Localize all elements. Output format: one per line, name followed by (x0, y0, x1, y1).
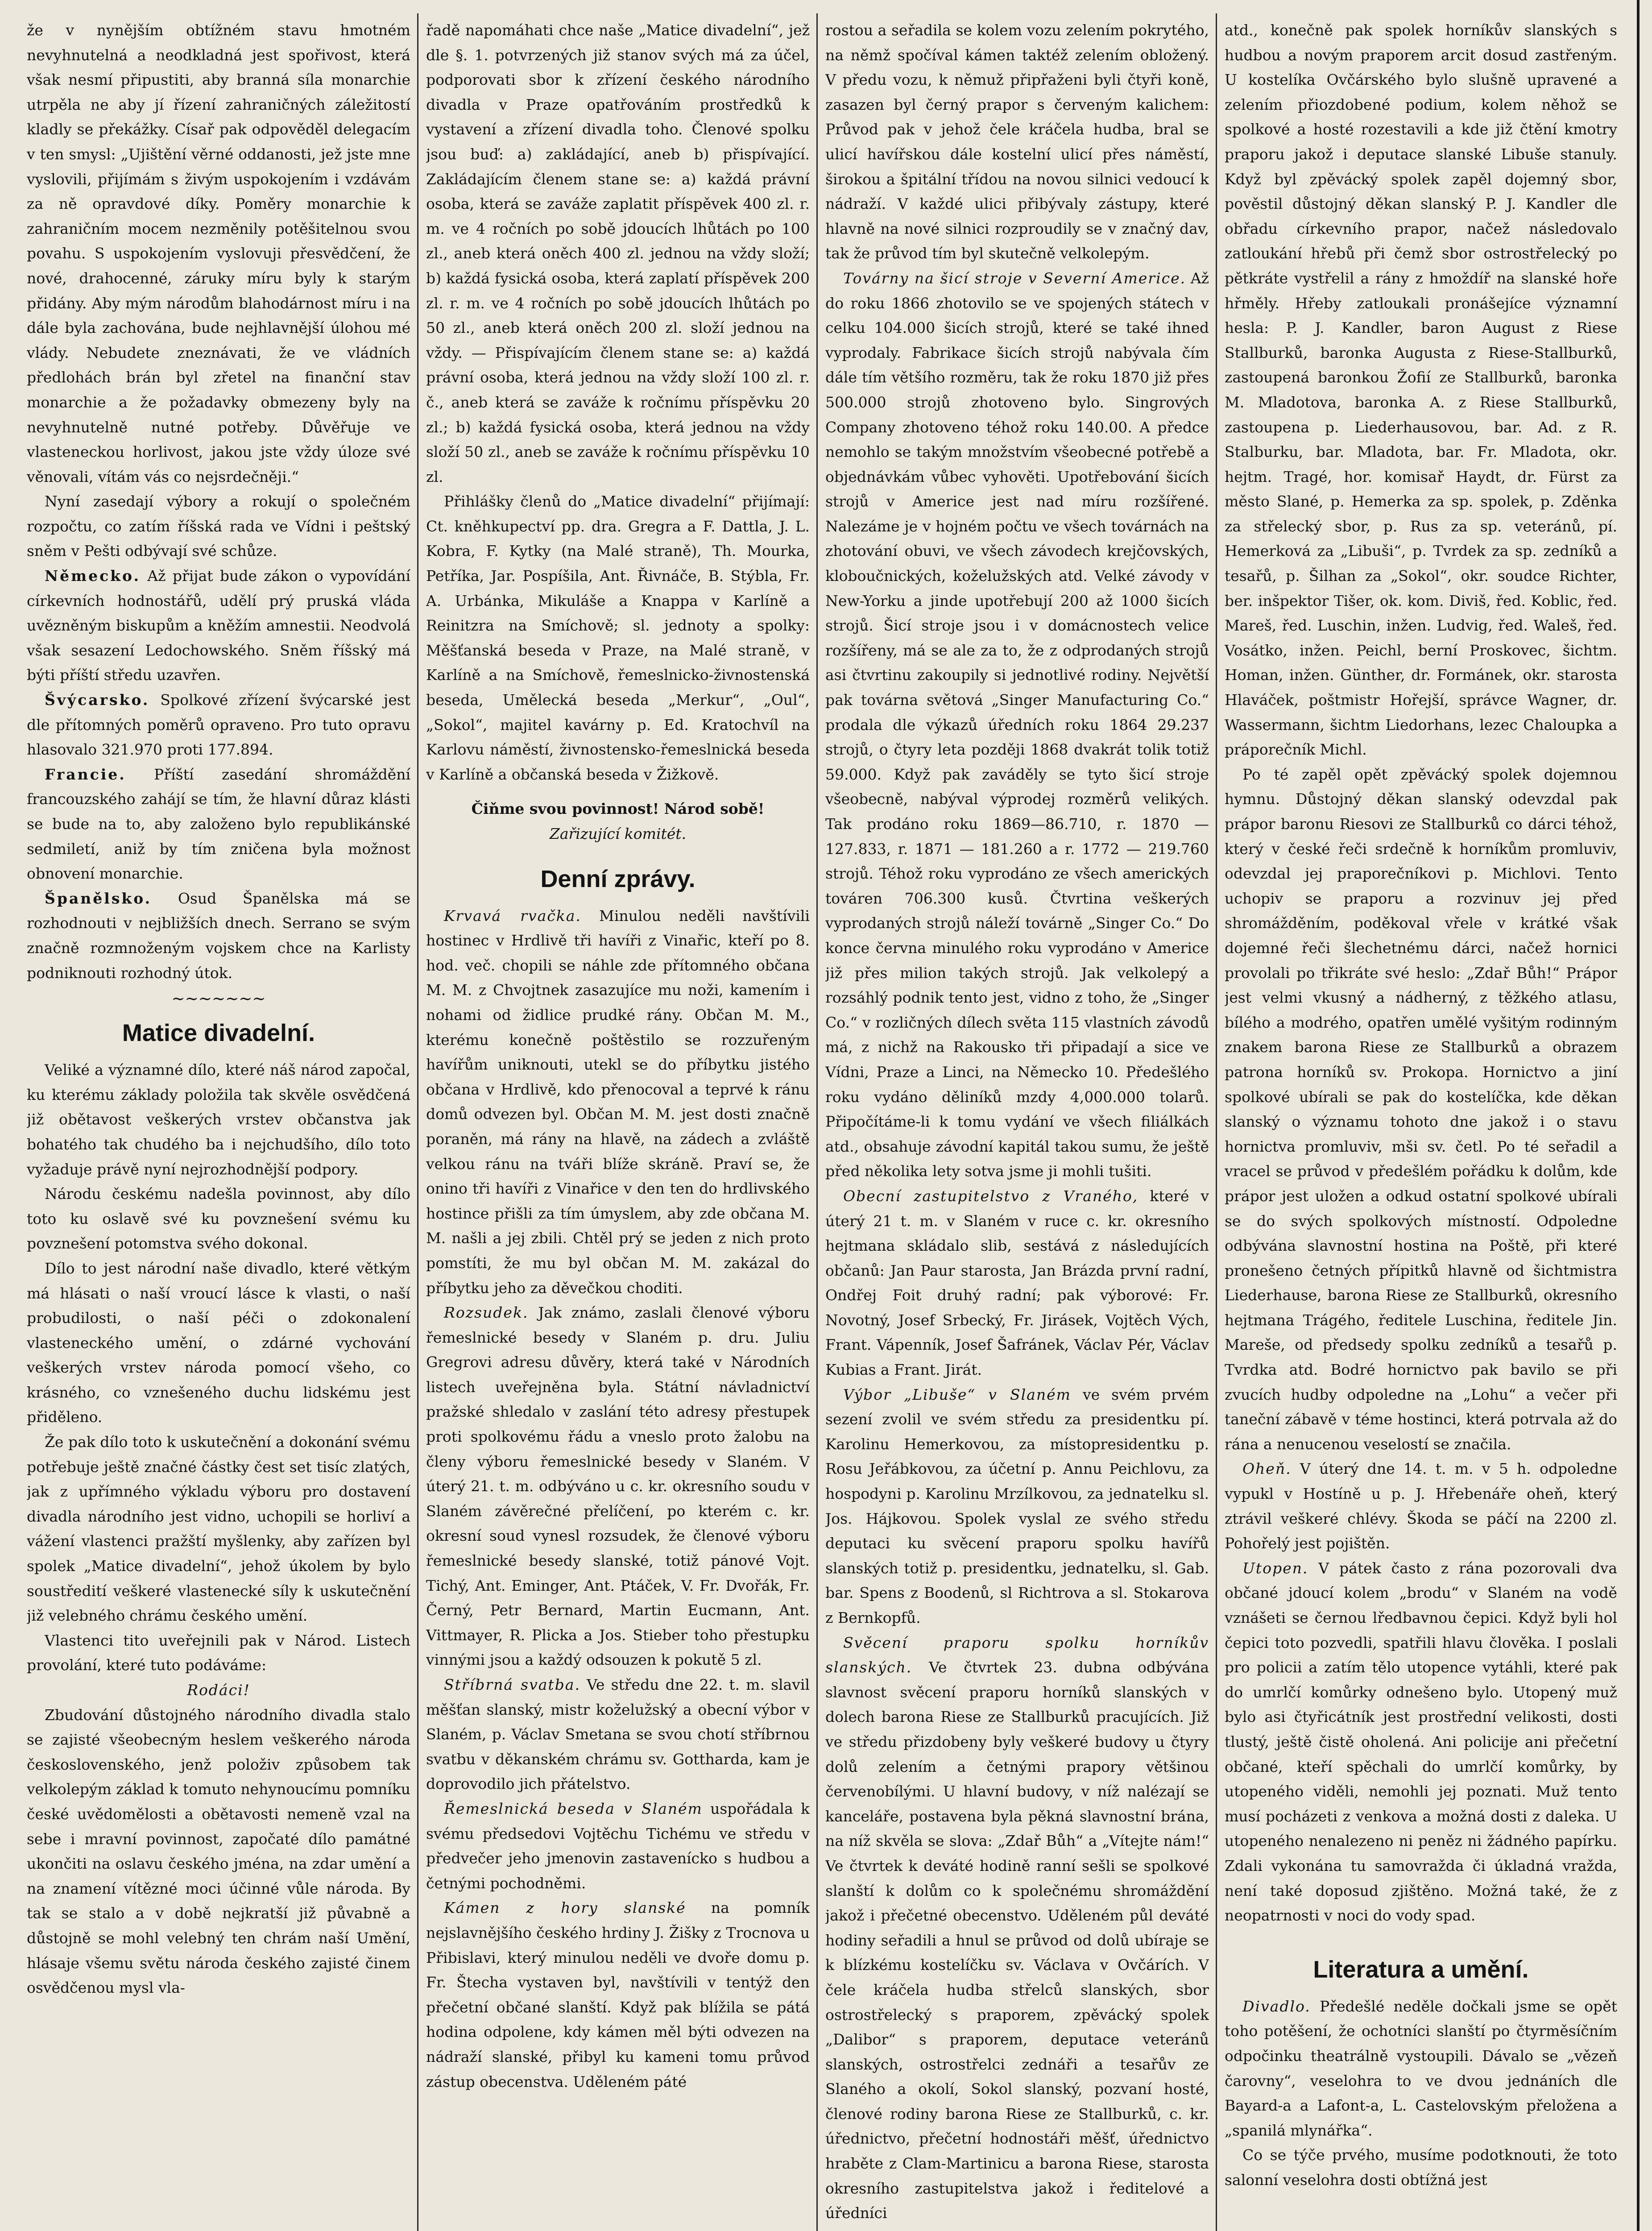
item-heading: Utopen. (1242, 1559, 1308, 1577)
paragraph: Vlastenci tito uveřejnili pak v Národ. Listech provolání, které tuto podáváme: (27, 1631, 410, 1674)
item-text: Spolkové zřízení švýcarské jest dle přítomných poměrů opraveno. Pro tuto opravu hlasovalo 321.970 proti 177.894. (27, 691, 410, 759)
signature: Zařizující komitét. (549, 825, 687, 842)
column-2 (426, 18, 810, 2231)
item-text: Jak známo, zaslali členové výboru řemeslnické besedy v Slaném p. dru. Juliu Gregrovi adresu důvěry, která také v Národních listech uveřejněna byla. Státní návladnictví pražské shledalo v zaslání této adresy přestupek proti spolkovému řádu a vneslo proto žalobu na členy výboru řemeslnické besedy v Slaném. V úterý 21. t. m. odbýváno u c. kr. okresního soudu v Slaném závěrečné přelíčení, po kterém c. kr. okresní soud vynesl rozsudek, že členové výboru řemeslnické besedy slanské, totiž pánové Vojt. Tichý, Ant. Eminger, Ant. Ptáček, V. Fr. Dvořák, Fr. Černý, Petr Bernard, Martin Eucmann, Ant. Vittmayer, R. Plicka a Jos. Stieber toho přestupku vinnými jsou a každý odsouzen k pokutě 5 zl. (426, 1304, 810, 1669)
item-heading: Oheň. (1242, 1460, 1292, 1478)
column-rule (816, 13, 818, 2231)
news-item (426, 904, 810, 1301)
news-item (1225, 1456, 1617, 1555)
item-text: které v úterý 21 t. m. v Slaném v ruce c. kr. okresního hejtmana skládalo slib, sestává z následujících občanů: Jan Paur starosta, Jan Brázda první radní, Ondřej Foit druhý radní; pak výborové: Fr. Novotný, Josef Srbecký, Fr. Jirásek, Vojtěch Vých, Frant. Vápenník, Josef Šafránek, Václav Pér, Václav Kubias a Frant. Jirát. (825, 1187, 1209, 1379)
address-heading: Rodáci! (187, 1681, 250, 1699)
news-item (27, 564, 410, 688)
paragraph: Dílo to jest národní naše divadlo, které větkým má hlásati o naší vroucí lásce k vlasti, o naší probudilosti, o naší péči o zdokonalení vlasteneckého umění, o zdárné vychování veškerých vrstev národa pomocí všeho, co krásného, co vznešeného duchu lidskému jest přiděleno. (27, 1259, 410, 1426)
column-rule (1216, 13, 1217, 2231)
news-item (27, 886, 410, 985)
paragraph: že v nynějším obtížném stavu hmotném nevyhnutelná a neodkladná jest spořivost, která však nesmí připustiti, aby branná síla monarchie utrpěla ne aby jí řízení zahraničných záležitostí kladly se překážky. Císař pak odpověděl delegacím v ten smysl: „Ujištění věrné oddanosti, jež jste mne vyslovili, přijímám s živým uspokojením i vzdávám za ně opravdové díky. Poměry monarchie k zahraničním mocem nezměnily potěšitelnou svou povahu. S uspokojením vyslovuji přesvědčení, že nové, drahocenné, záruky míru byly k starým přidány. Aby mým národům blahodárnost míru i na dále byla zachována, bude nejhlavnější úlohou mé vlády. Nebudete zneznávati, že ve vládních předlohách brán byl zřetel na finanční stav monarchie a že požadavky obmezeny byly na nevyhnutelně nutné potřeby. Důvěřuje ve vlasteneckou horlivost, jakou jste vždy úloze své věnovali, vítám vás co nejsrdečněji.“ (27, 21, 410, 485)
item-heading: Divadlo. (1242, 1997, 1311, 2015)
column-4 (1225, 18, 1617, 2231)
item-text: V pátek často z rána pozorovali dva občané jdoucí kolem „brodu“ v Slaném na vodě vznášeti se černou lředbavnou čepici. Když byli hol čepici toto pozvedli, spatřili hlavu člověka. I poslali pro policii a zatím tělo utopence vytáhli, které pak do umrlčí komůrky odnešeno bylo. Utopený muž bylo asi čtyřicátník jest prostřední velikosti, dosti tlustý, ještě čistě oholená. Ani policije ani přečetní občané, kteří spěchali do umrlčí komůrky, by utopeného viděli, nemohli jej poznati. Muž tento musí pocházeti z venkova a možná dosti z daleka. U utopeného nenalezeno ni peněz ni žádného papírku. Zdali vykonána tu samovražda či úkladná vražda, není také doposud zjištěno. Možná také, že z neopatrnosti v noci do vody spad. (1225, 1559, 1617, 1924)
news-item (825, 1184, 1209, 1382)
paragraph: Přihlášky členů do „Matice divadelní“ přijímají: Ct. kněhkupectví pp. dra. Gregra a F. Dattla, J. L. Kobra, F. Kytky (na Malé straně), Th. Mourka, Petříka, Jar. Pospíšila, Ant. Řivnáče, B. Stýbla, Fr. A. Urbánka, Mikuláše a Knappa v Karlíně a Reinitzra na Smíchově; sl. jednoty a spolky: Měšťanská beseda v Praze, na Malé straně, v Karlíně a na Smíchově, řemeslnicko-živnostenská beseda, Umělecká beseda „Merkur“, „Oul“, „Sokol“, majitel kavárny p. Ed. Kratochvíl na Karlovu náměstí, živnostensko-řemeslnická beseda v Karlíně a občanská beseda v Žižkově. (426, 493, 810, 783)
paragraph: řadě napomáhati chce naše „Matice divadelní“, jež dle §. 1. potvrzených již stanov svých má za účel, podporovati sbor k zřízení českého národního divadla v Praze opatřováním prostředků k vystavení a zřízení divadla toho. Členové spolku jsou buď: a) zakládající, aneb b) přispívající. Zakládajícím členem stane se: a) každá právní osoba, která se zaváže zaplatit příspěvek 400 zl. r. m. ve 4 ročních po sobě jdoucích lhůtách po 100 zl., aneb která oněch 400 zl. jednou na vždy složí; b) každá fysická osoba, která zaplatí příspěvek 200 zl. r. m. ve 4 ročních po sobě jdoucích lhůtách po 50 zl., aneb která oněch 200 zl. složí jednou na vždy. — Přispívajícím členem stane se: a) každá právní osoba, která jednou na vždy složí 100 zl. r. č., aneb která se zaváže k ročnímu příspěvku 20 zl.; b) každá fysická osoba, která jednou na vždy složí 50 zl., aneb se zaváže k ročnímu příspěvku 10 zl. (426, 21, 810, 485)
item-heading: Kámen z hory slanské (444, 1899, 686, 1917)
item-text: Až do roku 1866 zhotovilo se ve spojených státech v celku 104.000 šicích strojů, které se také ihned vyprodaly. Fabrikace šicích strojů nabývala čím dále tím většího rozměru, tak že roku 1870 již přes 500.000 strojů zhotoveno bylo. Singrových Company zhotoveno téhož roku 140.00. A předce nemohlo se takým množstvím všeobecné potřebě a objednávkám vůbec vyhověti. Upotřebování šicích strojů v Americe jest nad míru rozšířené. Nalezáme je v hojném počtu ve všech továrnách na zhotování obuvi, ve všech závodech krejčovských, kloboučnických, koželužských atd. Velké závody v New-Yorku a jinde upotřebují 200 až 1000 šicích strojů. Šicí stroje jsou i v domácnostech velice rozšířeny, má se ale za to, že z odprodaných strojů asi čtvrtinu zakoupily si jednotlivé rodiny. Největší pak továrna světová „Singer Manufacturing Co.“ prodala dle výkazů úředních roku 1864 29.237 strojů, o čtyry leta později 1868 dvakrát tolik totiž 59.000. Když pak zaváděly se tyto šicí stroje všeobecně, nabýval výprodej rozměrů velikých. Tak prodáno roku 1869—86.710, r. 1870 — 127.833, r. 1871 — 181.260 a r. 1772 — 219.760 strojů. Téhož roku vyprodáno ze všech amerických továren 706.300 kusů. Čtvrtina veškerých vyprodaných strojů náleží továrně „Singer Co.“ Do konce června minulého roku vyprodáno v Americe již přes milion takých strojů. Jak velkolepý a rozsáhlý podnik tento jest, vidno z toho, že „Singer Co.“ v rozličných dílech světa 115 vlastních závodů má, z nichž na Rakousko tři připadají a sice ve Vídni, Praze a Linci, na Německo 10. Předešlého roku vydáno děliníků mzdy 4,000.000 tolarů. Připočítáme-li k tomu vydání ve všech filiálkách atd., obsahuje závodní kapitál takou sumu, že ještě před několika lety sotva jsme ji mohli tušiti. (825, 269, 1209, 1180)
item-heading: Svěcení praporu spolku horníkův slanských. (825, 1634, 1209, 1676)
news-item (1225, 1994, 1617, 2143)
paragraph: Co se týče prvého, musíme podotknouti, že toto salonní veselohra dosti obtížná jest (1225, 2146, 1617, 2189)
item-heading: Obecní zastupitelstvo z Vraného, (843, 1187, 1139, 1205)
column-3 (825, 18, 1209, 2231)
item-text: ve svém prvém sezení zvolil ve svém středu za presidentku pí. Karolinu Hemerkovou, za místopresidentku p. Rosu Jeřábkovou, za účetní p. Annu Peichlovu, za hospodyni p. Karolinu Mrzílkovou, za jednatelku sl. Jos. Hájkovou. Spolek vyslal ze svého středu deputaci ku svěcení praporu spolku havířů slanských totiž p. presidentku, jednatelku, sl. Gab. bar. Spens z Boodenů, sl Richtrova a sl. Stokarova z Bernkopfů. (825, 1385, 1209, 1626)
ornament-divider: ~~~~~~~ (171, 990, 266, 1008)
item-text: na pomník nejslavnějšího českého hrdiny J. Žišky z Trocnova u Přibislavi, který minulou neděli ve dvoře domu p. Fr. Štecha vystaven byl, navštívili v tentýž den přečetní občané slanští. Když pak blížila se pátá hodina odpolene, kdy kámen měl býti odvezen na nádraží slanské, přibyl ku kameni tomu průvod zástup obecenstva. Uděleném páté (426, 1899, 810, 2090)
paragraph: Nyní zasedají výbory a rokují o společném rozpočtu, co zatím říšská rada ve Vídni i peštský sněm v Pešti odbývají své schůze. (27, 493, 410, 560)
item-heading: Rozsudek. (444, 1304, 529, 1322)
paragraph: atd., konečně pak spolek horníkův slanských s hudbou a novým praporem arcit dosud zastřeným. U kostelíka Ovčárského bylo slušně upravené a zelením přiozdobené podium, kolem něhož se spolkové a hosté rozestavili a kde již čtění kmotry praporu jakož i deputace slanské Libuše stanuly. Když byl zpěvácký spolek zapěl dojemný sbor, pověstil důstojný děkan slanský P. J. Kandler dle obřadu církevního prapor, načež následovalo zatloukání hřebů při čemž sbor ostrostřelecký po pětkráte vystřelil a rány z hmoždíř na slanské hoře hřměly. Hřeby zatloukali pronášejíce významní hesla: P. J. Kandler, baron August z Riese Stallburků, baronka Augusta z Riese-Stallburků, zastoupená baronkou Žofií ze Stallburků, baronka M. Mladotova, baronka A. z Riese Stallburků, zastoupena p. Liederhausovou, bar. Ad. z R. Stalburku, bar. Mladota, bar. Fr. Mladota, okr. hejtm. Tragé, hor. komisař Haydt, dr. Fürst za město Slané, p. Hemerka za sp. spolek, p. Zděnka za střelecký sbor, p. Rus za sp. veteránů, pí. Hemerková za „Libuši“, p. Tvrdek za sp. zedníků a tesařů, p. Šilhan za „Sokol“, okr. soudce Richter, ber. inšpektor Tišer, ok. kom. Diviš, řed. Koblic, řed. Mareš, řed. Luschin, inžen. Ludvig, řed. Waleš, řed. Vosátko, inžen. Peichl, berní Proskovec, šichtm. Homan, inžen. Günther, dr. Formánek, okr. starosta Hlaváček, poštmistr Hořejší, správce Wagner, dr. Wassermann, šichtm Liedorhans, lezec Chaloupka a práporečník Michl. (1225, 21, 1617, 759)
item-heading: Německo. (45, 567, 141, 585)
paragraph: Zbudování důstojného národního divadla stalo se zajisté všeobecným heslem veškerého národa československého, jenž položiv způsobem tak velkolepým základ k tomuto nehynoucímu pomníku české uvědomělosti a obětavosti nemeně vzal na sebe i mravní povinnost, započaté dílo památné ukončiti na oslavu českého jména, na zdar umění a na znamení vítězné moci účinné vůle národa. By tak se stalo a v době nejkratší již půvabně a důstojně se mohl velebný ten chrám naší Umění, hlásaje všemu světu národa českého zajisté činem osvědčenou mysl vla- (27, 1706, 410, 1997)
news-item (27, 688, 410, 762)
section-heading: Denní zprávy. (540, 865, 696, 892)
news-item (1225, 1556, 1617, 1928)
paragraph: rostou a seřadila se kolem vozu zelením pokrytého, na němž spočíval kámen taktéž zelením obložený. V předu vozu, k němuž připřaženi byli čtyři koně, zasazen byl černý prapor s červeným kalichem: Průvod pak v jehož čele kráčela hudba, bral se ulicí havířskou dále kostelní ulicí přes náměstí, širokou a špitální třídou na novou silnici vedoucí k nádraží. V každé ulici přibývaly zástupy, které hlavně na nové silnici rozproudily se v značný dav, tak že průvod tím byl skutečně velkolepým. (825, 21, 1209, 262)
item-text: V úterý dne 14. t. m. v 5 h. odpoledne vypukl v Hostíně u p. J. Hřebenáře oheň, který ztrávil veškeré chlévy. Škoda se páčí na 2200 zl. Pohořelý jest pojištěn. (1225, 1460, 1617, 1552)
item-heading: Továrny na šicí stroje v Severní Americe. (843, 269, 1186, 287)
news-item (825, 1382, 1209, 1630)
paragraph: Národu českému nadešla povinnost, aby dílo toto ku oslavě své ku povznešení svému ku povznešení potomstva svého dokonal. (27, 1185, 410, 1252)
item-heading: Stříbrná svatba. (444, 1676, 580, 1693)
item-heading: Řemeslnická beseda v Slaném (444, 1800, 703, 1817)
item-text: Ve středu dne 22. t. m. slavil měšťan slanský, mistr koželužský a obecní výbor v Slaném, p. Václav Smetana se svou chotí stříbrnou svatbu v děkanském chrámu sv. Gottharda, kam je doprovodilo jich přátelstvo. (426, 1676, 810, 1793)
news-item (426, 1796, 810, 1895)
item-text: Minulou neděli navštívili hostinec v Hrdlivě tři havíři z Vinařic, kteří po 8. hod. več. chopili se náhle zde přítomného občana M. M. z Chvojtnek zasazujíce mu noži, kamením i nohami od židlice prudké rány. Občan M. M., kterému konečně poštěstilo se rozzuřeným havířům uniknouti, utekl se do příbytku jistého občana v Hrdlivě, kdo přenocoval a teprvé k ránu domů odvezen byl. Občan M. M. jest dosti značně poraněn, má rány na hlavě, na zádech a zvláště velkou ránu na tváři blíže skráně. Praví se, že onino tři havíři z Vinařice v den ten do hrdlivského hostince přišli za tím úmyslem, aby zde občana M. M. našli a jej zbili. Chtěl prý se jeden z nich proto pomstíti, že mu byl občan M. M. zakázal do příbytku jeho za děvečkou choditi. (426, 907, 810, 1297)
item-heading: Francie. (45, 765, 126, 783)
column-1 (27, 18, 410, 2231)
item-text: Ve čtvrtek 23. dubna odbývána slavnost svěcení praporu horníků slanských v dolech barona Riese ze Stallburků pracujících. Již ve středu přizdobeny byly veškeré budovy u čtyry dolů zelením a četnými prapory většinou červenobílými. U hlavní budovy, v níž nalézají se kanceláře, postavena byla pěkná slavnostní brána, na níž skvěla se slova: „Zdař Bůh“ a „Vítejte nám!“ Ve čtvrtek k deváté hodině ranní sešli se spolkové slanští k dolům co k společnému shromáždění jakož i přečetné obecenstvo. Uděleném půl deváté hodiny seřadili a hnul se průvod od dolů ubíraje se k blízkému kostelíčku sv. Václava v Ovčárích. V čele kráčela hudba střelců slanských, sbor ostrostřelecký s praporem, zpěvácký spolek „Dalibor“ s praporem, deputace veteránů slanských, ostrostřelci zednáři a tesařův ze Slaného a okolí, Sokol slanský, pozvaní hosté, členové rodiny barona Riese ze Stallburků, c. kr. úřednictvo, přečetní hodnostáři měšť, úřednictvo hraběte z Clam-Martinicu a barona Riese, starosta okresního zastupitelstva jakož i ředitelové a úředníci (825, 1659, 1209, 2222)
page-edge-shadow (1637, 0, 1640, 2231)
item-text: uspořádala k svému předsedovi Vojtěchu Tichému ve středu v předvečer jeho jmenovin zastavenícko s hudbou a četnými pochodněmi. (426, 1800, 810, 1892)
section-heading: Matice divadelní. (122, 1020, 315, 1047)
item-heading: Španělsko. (45, 889, 152, 907)
item-text: Příští zasedání shromáždění francouzského zahájí se tím, že hlavní důraz klásti se bude na to, aby založeno bylo republikánské sedmiletí, aniž by tím zničena byla možnost obnovení monarchie. (27, 765, 410, 883)
item-heading: Krvavá rvačka. (444, 907, 581, 925)
item-text: Osud Španělska má se rozhodnouti v nejbližších dnech. Serrano se svým značně rozmnoženým vojskem chce na Karlisty podniknouti rozhodný útok. (27, 889, 410, 982)
item-text: Předešlé neděle dočkali jsme se opět toho potěšení, že ochotníci slanští po čtyrměsíčním odpočinku theatrálně vystoupili. Dávalo se „vězeň čarovny“, veselohra to ve dvou jednáních dle Bayard-a a Lafont-a, L. Castelovským přeložena a „spanilá mlynářka“. (1225, 1997, 1617, 2139)
paragraph: Po té zapěl opět zpěvácký spolek dojemnou hymnu. Důstojný děkan slanský odevzdal pak prápor baronu Riesovi ze Stallburků co dárci téhož, který v české řeči srdečně k horníkům promluviv, odevzdal jej praporečníkovi p. Michlovi. Tento uchopiv se praporu a rozvinuv jej před shromážděním, poděkoval vřele v krátké však dojemné řeči šlechetnému dárci, načež hornici provolali po třikráte své heslo: „Zdař Bůh!“ Prápor jest velmi vkusný a nádherný, z těžkého atlasu, bílého a modrého, opatřen umělé vyšitým rodinným znakem barona Riese ze Stallburků a obrazem patrona horníků sv. Prokopa. Hornictvo a jiní spolkové ubírali se pak do kostelíčka, kde děkan slanský o významu tohoto dne jakož i o stavu hornictva promluviv, mši sv. četl. Po té seřadil a vracel se průvod v předešlém pořádku k dolům, kde prápor jest uložen a odkud ostatní spolkové ubírali se do svých spolkových místností. Odpoledne odbývána slavnostní hostina na Poště, při které pronešeno četných přípitků hlavně od šichtmistra Liederhause, barona Riese ze Stallburků, okresního hejtmana Trágého, ředitele Luschina, ředitele Jin. Mareše, od předsedy spolku zedníků a tesařů p. Tvrdka atd. Bodré hornictvo pak bavilo se při zvucích hudby odpoledne na „Lohu“ a večer při taneční zábavě v téme hostinci, která potrvala až do rána a nenucenou veselostí se značila. (1225, 765, 1617, 1453)
section-heading: Literatura a umění. (1313, 1956, 1529, 1983)
item-heading: Švýcarsko. (45, 691, 150, 709)
paragraph: Veliké a významné dílo, které náš národ započal, ku kterému základy položila tak skvěle osvědčená již obětavost veškerých vrstev občanstva jak bohatého tak chudého ba i nejchudšího, dílo toto vyžaduje právě nyní nejrozhodnější podpory. (27, 1061, 410, 1178)
motto: Čiňme svou povinnost! Národ sobě! (471, 800, 765, 818)
news-item (27, 762, 410, 886)
news-item (426, 1895, 810, 2094)
paragraph: Že pak dílo toto k uskutečnění a dokonání svému potřebuje ještě značné částky čest set tisíc zlatých, jak z upřímného výkladu výboru pro dostavení divadla národního jest vidno, uchopili se horliví a vážení vlastenci pražští myšlenky, aby zařízen byl spolek „Matice divadelní“, jehož úkolem by bylo soustředití veškeré vlastenecké síly k uskutečnění již velebného chrámu českého umění. (27, 1433, 410, 1625)
news-item (825, 1630, 1209, 2226)
item-text: Až přijat bude zákon o vypovídání církevních hodnostářů, udělí prý pruská vláda uvězněným biskupům a kněžím amnestii. Neodvolá však sesazení Ledochowského. Sněm říšský má býti příští středu uzavřen. (27, 567, 410, 684)
news-item (825, 266, 1209, 1184)
item-heading: Výbor „Libuše“ v Slaném (843, 1385, 1071, 1403)
column-rule (417, 13, 418, 2231)
news-item (426, 1672, 810, 1796)
news-item (426, 1300, 810, 1672)
